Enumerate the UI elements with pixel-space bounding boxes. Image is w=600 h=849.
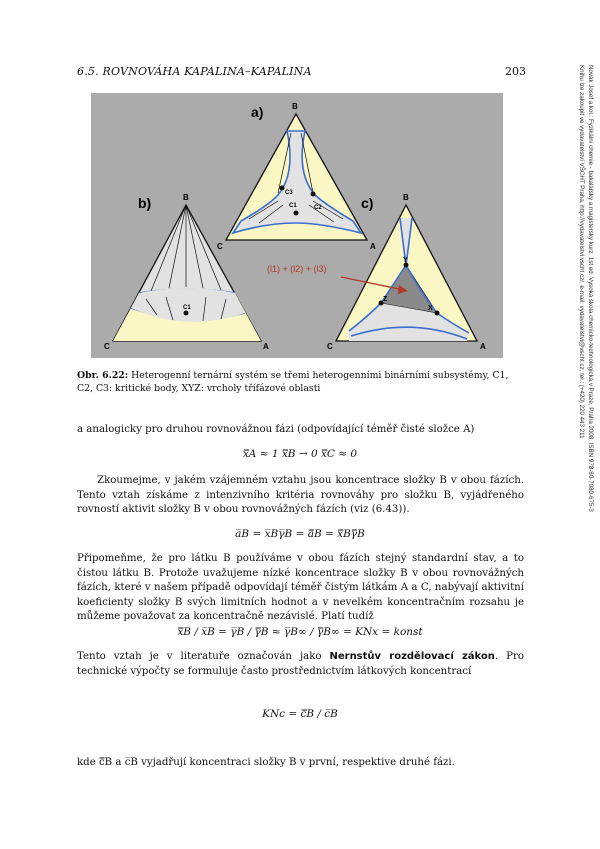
c3-label: C3	[285, 190, 293, 196]
ternary-diagram-figure	[91, 93, 503, 358]
vertex-a-label-3: A	[480, 342, 486, 351]
point-y-label: Y	[403, 257, 408, 264]
three-phase-arrow-label: (l1) + (l2) + (l3)	[267, 264, 327, 274]
side-note-line-1: Novák Josef a kol.: Fyzikální chemie - bakalářský a magisterský kurz. 1st ed. Vysoká škola chemicko-technologická v Praze, Praha 2008. ISBN 978-80-7080-675-3	[587, 65, 594, 512]
equation-3: x̿B / x̅B = γ̅B / γ̿B ≈ γ̅B∞ / γ̿B∞ = KNx = konst	[177, 626, 423, 638]
caption-text: Heterogenní ternární systém se třemi heterogenními binárními subsystémy, C1, C2, C3: kritické body, XYZ: vrcholy třífázové oblasti	[77, 370, 509, 394]
paragraph-4-end: . Pro technické výpočty se formuluje často prostřednictvím látkových koncentrací	[77, 651, 524, 677]
triangle-a	[217, 102, 376, 251]
c1-label-2: C1	[183, 305, 191, 311]
c1-label: C1	[289, 203, 297, 209]
vertex-b-label-3: B	[403, 193, 409, 202]
vertex-c-label: C	[217, 242, 223, 251]
vertex-b-label-2: B	[183, 193, 189, 202]
equation-1: x̿A ≈ 1 x̿B → 0 x̿C ≈ 0	[242, 448, 358, 460]
panel-a-label: a)	[251, 104, 264, 120]
caption-label: Obr. 6.22:	[77, 370, 129, 381]
side-note-line-2: Knihu lze zakoupit ve vydavatelství VŠCHT Praha, http://vydavatelstvi.vscht.cz/, e-mail: vydavatelstvi@vscht.cz, tel.: (+420) 220 443 211	[578, 65, 585, 439]
vertex-c-label-3: C	[327, 342, 333, 351]
paragraph-3: Připomeňme, že pro látku B používáme v obou fázích stejný standardní stav, a to čistou látku B. Protože uvažujeme nízké koncentrace složky B v obou rovnovážných fázích, které v našem případě odpovídají téměř čistým látkám A a C, nabývají aktivitní koeficienty složky B svých limitních hodnot a v nevelkém koncentračním rozsahu je můžeme považovat za koncentračně nezávislé. Platí tudíž	[77, 553, 524, 622]
page-number: 203	[505, 65, 526, 78]
paragraph-2: Zkoumejme, v jakém vzájemném vztahu jsou koncentrace složky B v obou fázích. Tento vztah získáme z intenzivního kritéria rovnováhy pro složku B, vyjádřeného rovností aktivit složky B v obou rovnovážných fázích (viz (6.43)).	[77, 475, 524, 515]
point-x-label: X	[428, 305, 433, 312]
paragraph-4-start: Tento vztah je v literatuře označován jako	[77, 651, 330, 662]
vertex-b-label: B	[292, 102, 298, 111]
panel-c-label: c)	[361, 195, 374, 211]
ternary-diagrams	[91, 93, 503, 358]
paragraph-1: a analogicky pro druhou rovnovážnou fázi (odpovídající téměř čisté složce A)	[77, 424, 475, 435]
paragraph-4	[77, 650, 524, 679]
equation-4: KNc = c̿B / c̅B	[262, 708, 338, 720]
figure-caption	[77, 369, 523, 395]
vertex-a-label: A	[370, 242, 376, 251]
panel-b-label: b)	[138, 195, 152, 211]
vertex-a-label-2: A	[263, 342, 269, 351]
paragraph-5: kde c̿B a c̅B vyjadřují koncentraci složky B v první, respektive druhé fázi.	[77, 757, 455, 768]
side-note	[565, 65, 595, 705]
running-header: 6.5. ROVNOVÁHA KAPALINA–KAPALINA	[77, 65, 312, 78]
vertex-c-label-2: C	[104, 342, 110, 351]
c2-label: C2	[314, 205, 322, 211]
point-z-label: Z	[383, 296, 388, 303]
equation-2: a̅B = x̅Bγ̅B = a̿B = x̿Bγ̿B	[235, 528, 365, 540]
nernst-law-term: Nernstův rozdělovací zákon	[329, 651, 495, 662]
